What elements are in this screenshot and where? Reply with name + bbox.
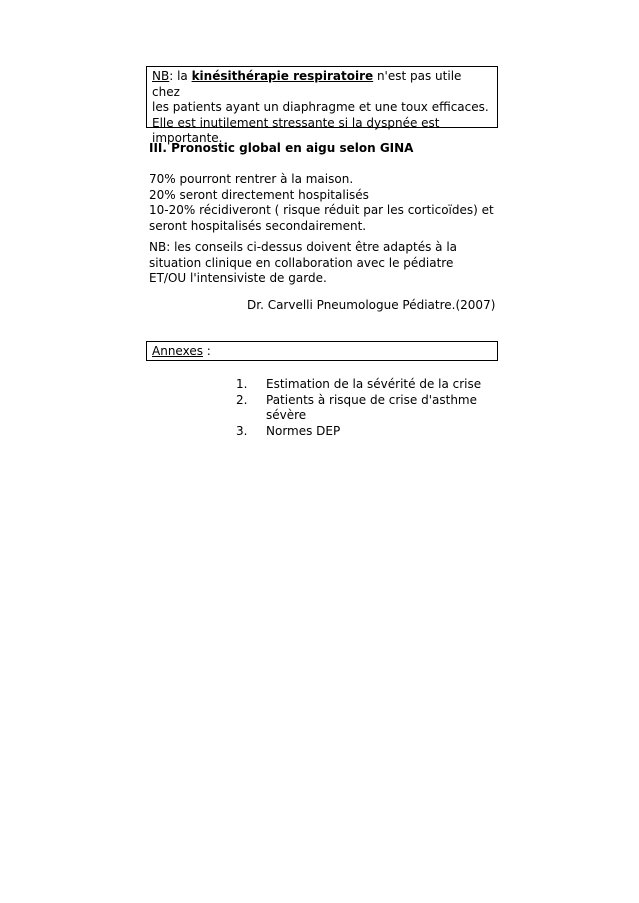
list-item xyxy=(236,393,506,424)
nb-rest-line1: n'est pas utile chez xyxy=(152,69,462,99)
list-number: 2. xyxy=(236,392,248,407)
list-text: Estimation de la sévérité de la crise xyxy=(266,377,482,391)
nb-colon: : la xyxy=(169,69,192,83)
annexes-title: Annexes xyxy=(152,344,203,358)
nb-line-2: les patients ayant un diaphragme et une toux efficaces. xyxy=(152,100,489,114)
list-item xyxy=(236,424,506,440)
nb-line-3: Elle est inutilement stressante si la dyspnée est xyxy=(152,115,440,130)
list-item xyxy=(236,377,506,393)
stat-line: seront hospitalisés secondairement. xyxy=(149,218,367,233)
nb-label: NB xyxy=(152,69,170,83)
nb-term: kinésithérapie respiratoire xyxy=(191,69,374,83)
list-number: 1. xyxy=(236,377,248,391)
note-line: situation clinique en collaboration avec le pédiatre xyxy=(149,255,454,270)
signature: Dr. Carvelli Pneumologue Pédiatre.(2007) xyxy=(247,298,496,312)
section-heading: III. Pronostic global en aigu selon GINA xyxy=(149,141,414,155)
nb-note-box xyxy=(146,66,498,145)
note-line: NB: les conseils ci-dessus doivent être adaptés à la xyxy=(149,240,458,254)
annexes-box xyxy=(146,341,498,361)
note-line: ET/OU l'intensiviste de garde. xyxy=(149,271,327,285)
list-number: 3. xyxy=(236,423,248,438)
nb-line-4: importante. xyxy=(152,131,223,145)
stat-line: 20% seront directement hospitalisés xyxy=(149,187,369,202)
list-text: Normes DEP xyxy=(266,423,341,438)
nb-line-1 xyxy=(152,69,492,100)
stat-line: 10-20% récidiveront ( risque réduit par les corticoïdes) et xyxy=(149,203,494,217)
list-text: Patients à risque de crise d'asthme sévère xyxy=(266,392,477,422)
annexes-suffix: : xyxy=(202,344,211,358)
prognosis-stats xyxy=(149,172,501,234)
stat-line: 70% pourront rentrer à la maison. xyxy=(149,172,354,186)
annexes-list xyxy=(236,377,506,439)
advice-note xyxy=(149,240,501,287)
